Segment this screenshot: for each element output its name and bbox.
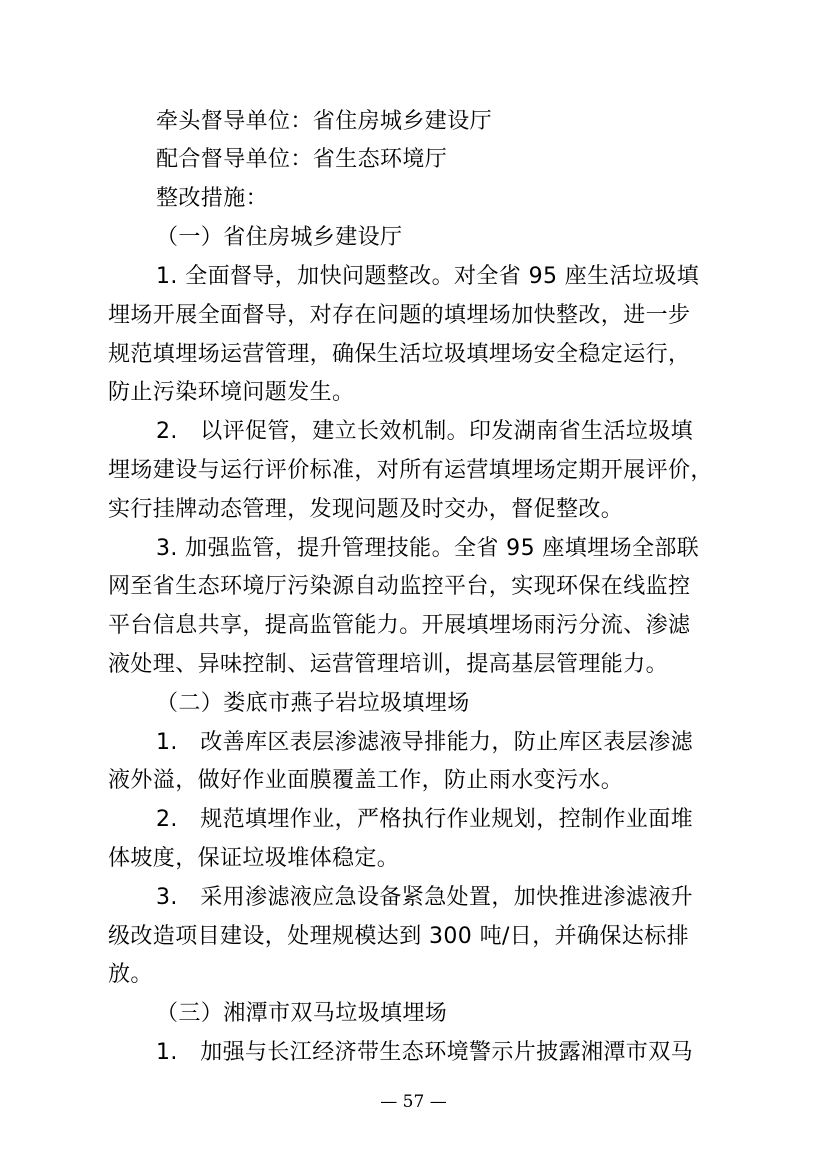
paragraph-line: 2. 规范填埋作业，严格执行作业规划，控制作业面堆 (156, 807, 693, 832)
paragraph-line: 防止污染环境问题发生。 (108, 380, 355, 405)
section-heading-3: （三）湘潭市双马垃圾填埋场 (156, 1001, 448, 1026)
paragraph-line: 级改造项目建设，处理规模达到 300 吨/日，并确保达标排 (108, 924, 689, 949)
paragraph-line: 实行挂牌动态管理，发现问题及时交办，督促整改。 (108, 497, 624, 522)
page-number: — 57 — (380, 1092, 447, 1112)
paragraph-line: 液处理、异味控制、运营管理培训，提高基层管理能力。 (108, 652, 669, 677)
paragraph-line: 平台信息共享，提高监管能力。开展填埋场雨污分流、渗滤 (108, 613, 691, 638)
paragraph-line: 2. 以评促管，建立长效机制。印发湖南省生活垃圾填 (156, 419, 693, 444)
paragraph-line: 3. 加强监管，提升管理技能。全省 95 座填埋场全部联 (156, 536, 700, 561)
paragraph-line: 埋场建设与运行评价标准，对所有运营填埋场定期开展评价， (108, 458, 713, 483)
paragraph-line: 3. 采用渗滤液应急设备紧急处置，加快推进渗滤液升 (156, 885, 693, 910)
paragraph-line: 规范填埋场运营管理，确保生活垃圾填埋场安全稳定运行， (108, 342, 691, 367)
paragraph-line: 网至省生态环境厅污染源自动监控平台，实现环保在线监控 (108, 574, 691, 599)
paragraph-line: 1. 全面督导，加快问题整改。对全省 95 座生活垃圾填 (156, 264, 700, 289)
paragraph-line: 埋场开展全面督导，对存在问题的填埋场加快整改，进一步 (108, 303, 691, 328)
paragraph-line: 1. 改善库区表层渗滤液导排能力，防止库区表层渗滤 (156, 730, 693, 755)
supervising-unit-line: 牵头督导单位：省住房城乡建设厅 (156, 109, 493, 134)
section-heading-1: （一）省住房城乡建设厅 (156, 225, 403, 250)
paragraph-line: 体坡度，保证垃圾堆体稳定。 (108, 846, 400, 871)
cooperating-unit-line: 配合督导单位：省生态环境厅 (156, 147, 448, 172)
paragraph-line: 1. 加强与长江经济带生态环境警示片披露湘潭市双马 (156, 1040, 693, 1065)
measures-heading: 整改措施： (156, 186, 269, 211)
paragraph-line: 放。 (108, 962, 153, 987)
section-heading-2: （二）娄底市燕子岩垃圾填埋场 (156, 691, 470, 716)
paragraph-line: 液外溢，做好作业面膜覆盖工作，防止雨水变污水。 (108, 768, 624, 793)
